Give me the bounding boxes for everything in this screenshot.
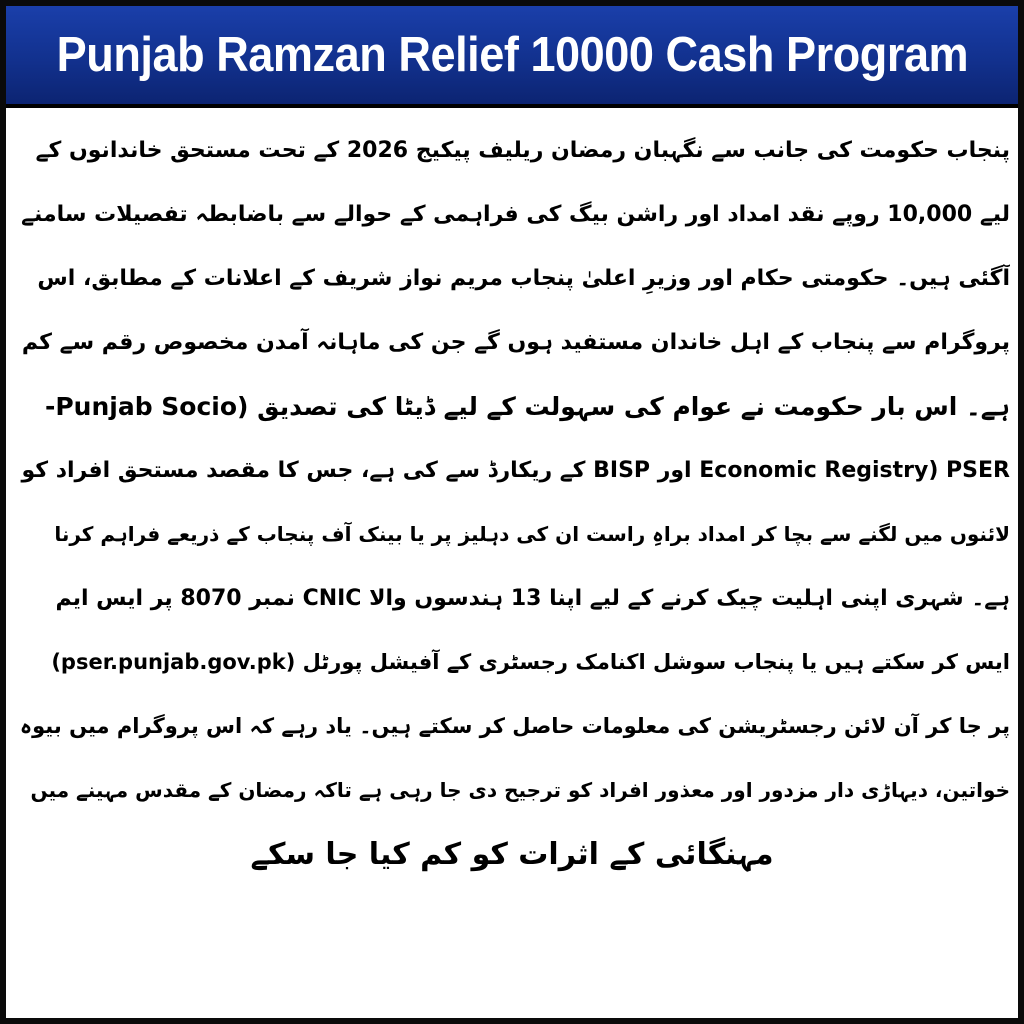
article-line-6: Economic Registry) PSER اور BISP کے ریکارڈ سے کی ہے، جس کا مقصد مستحق افراد کو bbox=[21, 457, 1010, 483]
title-banner bbox=[6, 6, 1018, 108]
article-line-9: ایس کر سکتے ہیں یا پنجاب سوشل اکنامک رجسٹری کے آفیشل پورٹل (pser.punjab.gov.pk) bbox=[51, 650, 1010, 674]
article-line-4: پروگرام سے پنجاب کے اہل خاندان مستفید ہوں گے جن کی ماہانہ آمدن مخصوص رقم سے کم bbox=[21, 329, 1010, 355]
article-line-1: پنجاب حکومت کی جانب سے نگہبان رمضان ریلیف پیکیج 2026 کے تحت مستحق خاندانوں کے bbox=[35, 137, 1010, 163]
page-title: Punjab Ramzan Relief 10000 Cash Program bbox=[56, 28, 968, 82]
article-line-11: خواتین، دیہاڑی دار مزدور اور معذور افراد کو ترجیح دی جا رہی ہے تاکہ رمضان کے مقدس مہینے میں bbox=[30, 778, 1010, 802]
article-line-2: لیے 10,000 روپے نقد امداد اور راشن بیگ کی فراہمی کے حوالے سے باضابطہ تفصیلات سامنے bbox=[21, 201, 1010, 227]
article-line-10: پر جا کر آن لائن رجسٹریشن کی معلومات حاصل کر سکتے ہیں۔ یاد رہے کہ اس پروگرام میں بیوہ bbox=[19, 714, 1010, 738]
article-line-5: ہے۔ اس بار حکومت نے عوام کی سہولت کے لیے ڈیٹا کی تصدیق (Punjab Socio- bbox=[44, 391, 1010, 421]
article-line-3: آگئی ہیں۔ حکومتی حکام اور وزیرِ اعلیٰ پنجاب مریم نواز شریف کے اعلانات کے مطابق، اس bbox=[37, 265, 1010, 291]
article-line-12: مہنگائی کے اثرات کو کم کیا جا سکے bbox=[250, 836, 774, 872]
article-line-7: لائنوں میں لگنے سے بچا کر امداد براہِ راست ان کی دہلیز پر یا بینک آف پنجاب کے ذریعے فراہم کرنا bbox=[54, 522, 1010, 546]
article-body bbox=[14, 118, 1010, 1018]
article-line-8: ہے۔ شہری اپنی اہلیت چیک کرنے کے لیے اپنا 13 ہندسوں والا CNIC نمبر 8070 پر ایس ایم bbox=[55, 585, 1010, 611]
